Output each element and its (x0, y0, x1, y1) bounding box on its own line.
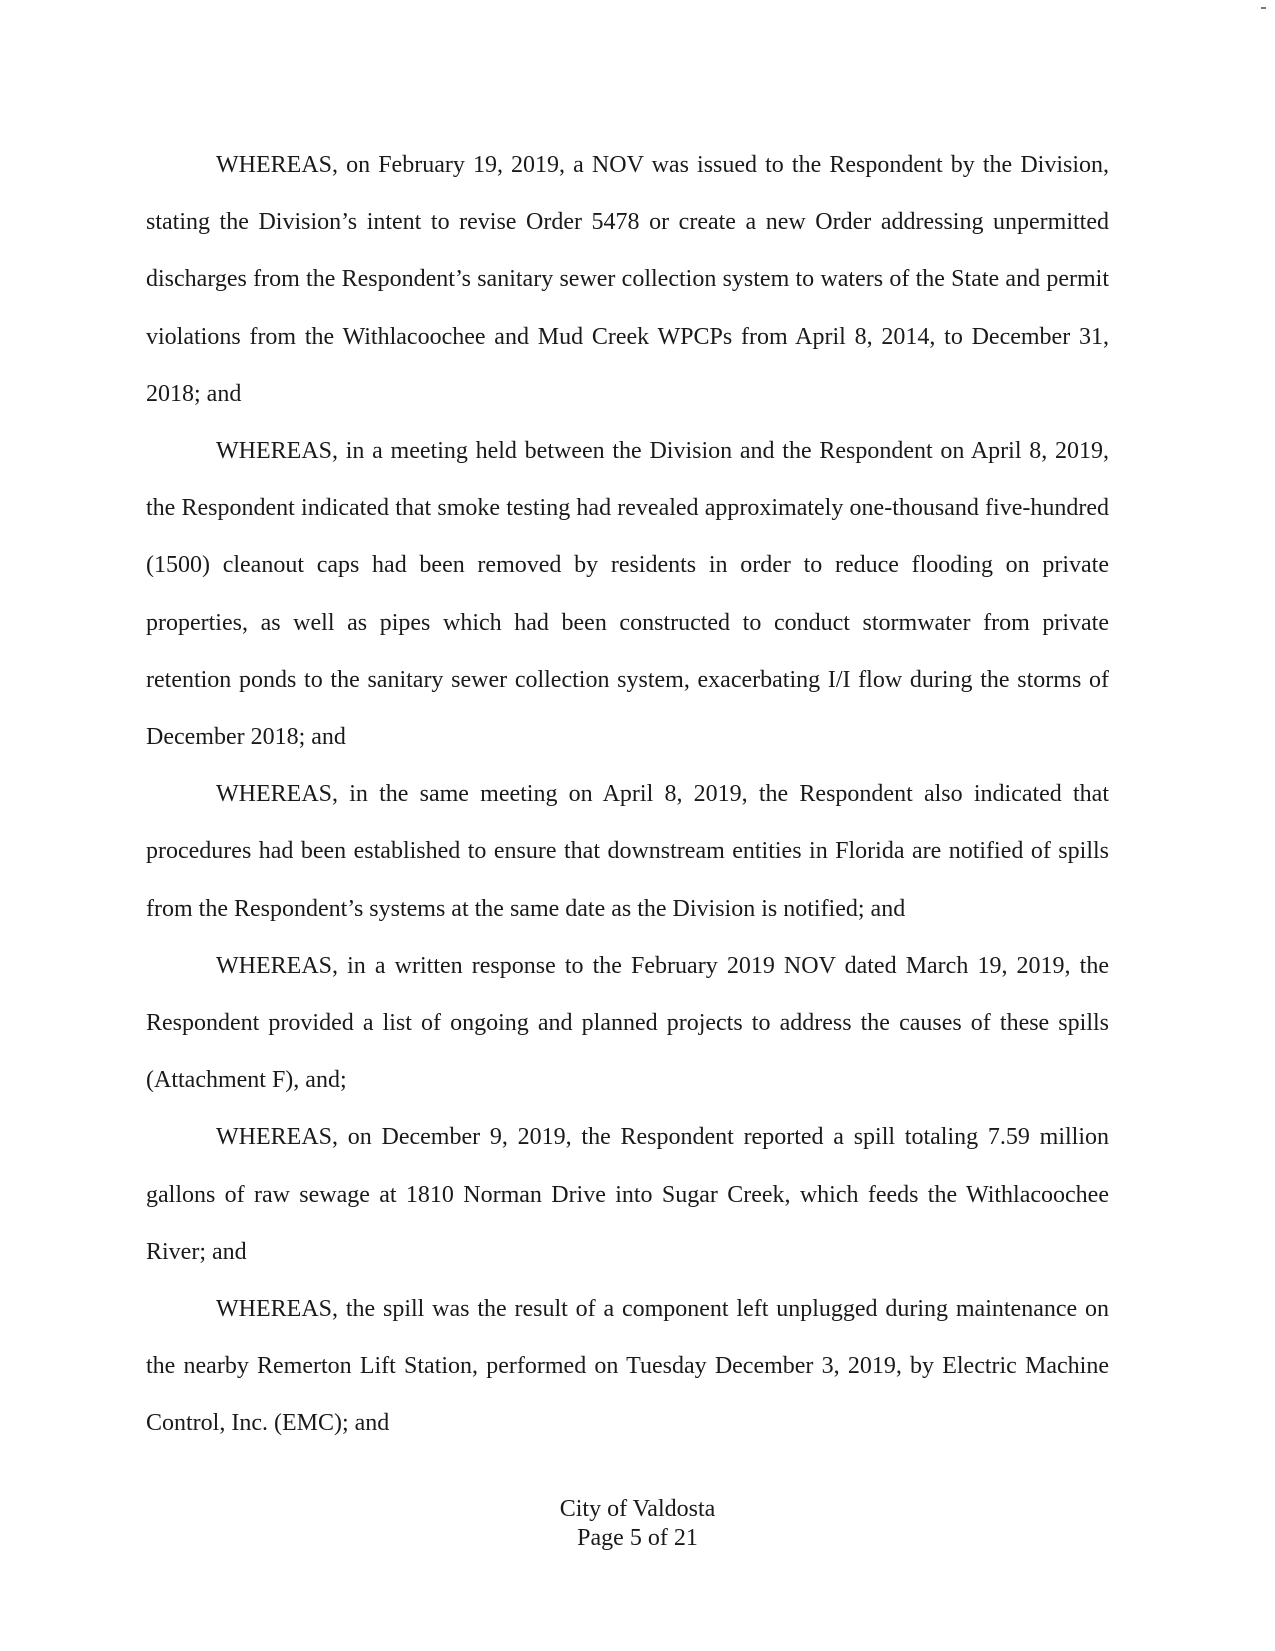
footer-entity: City of Valdosta (559, 1496, 716, 1522)
paragraph-whereas-spill-cause: WHEREAS, the spill was the result of a component left unplugged during maintenance on the nearby Remerton Lift Station, performed on Tuesday December 3, 2019, by Electric Machine Control, Inc. (EMC); and (146, 1296, 1109, 1437)
page-footer (0, 1495, 1275, 1553)
scan-mark (1261, 7, 1266, 9)
paragraph-whereas-meeting-smoke-testing: WHEREAS, in a meeting held between the Division and the Respondent on April 8, 2019, the Respondent indicated that smoke testing had revealed approximately one-thousand five-hundred (1500) cleanout caps had been removed by residents in order to reduce flooding on private properties, as well as pipes which had been constructed to conduct stormwater from private retention ponds to the sanitary sewer collection system, exacerbating I/I flow during the storms of December 2018; and (146, 438, 1109, 751)
footer-page-number: Page 5 of 21 (577, 1525, 698, 1551)
paragraph-whereas-nov-issued: WHEREAS, on February 19, 2019, a NOV was issued to the Respondent by the Division, stating the Division’s intent to revise Order 5478 or create a new Order addressing unpermitted discharges from the Respondent’s sanitary sewer collection system to waters of the State and permit violations from the Withlacoochee and Mud Creek WPCPs from April 8, 2014, to December 31, 2018; and (146, 152, 1109, 407)
paragraph-whereas-downstream-notification: WHEREAS, in the same meeting on April 8, 2019, the Respondent also indicated that procedures had been established to ensure that downstream entities in Florida are notified of spills from the Respondent’s systems at the same date as the Division is notified; and (146, 781, 1109, 922)
document-body (146, 137, 1109, 1453)
paragraph-whereas-spill-reported: WHEREAS, on December 9, 2019, the Respondent reported a spill totaling 7.59 million gallons of raw sewage at 1810 Norman Drive into Sugar Creek, which feeds the Withlacoochee River; and (146, 1124, 1109, 1265)
paragraph-whereas-written-response: WHEREAS, in a written response to the February 2019 NOV dated March 19, 2019, the Respondent provided a list of ongoing and planned projects to address the causes of these spills (Attachment F), and; (146, 952, 1109, 1094)
